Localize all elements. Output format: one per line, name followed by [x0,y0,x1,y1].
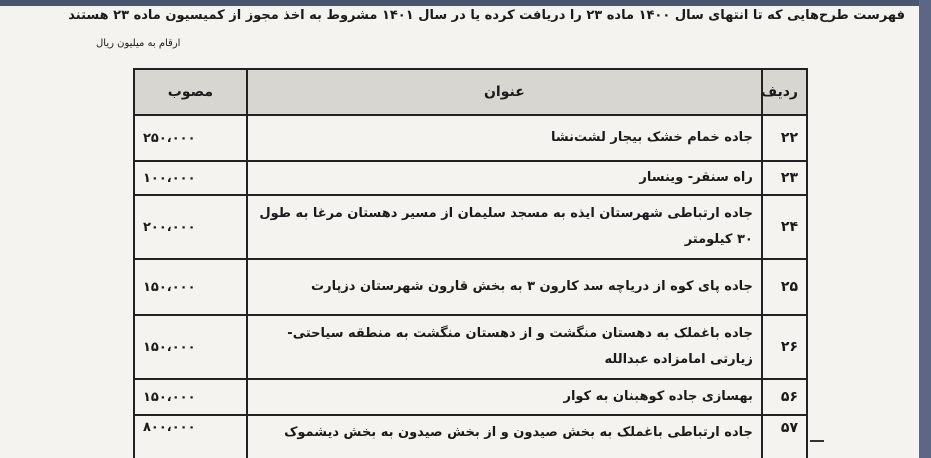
header-row-no: ردیف [762,69,807,115]
table-header-row [134,69,807,115]
row-title: جاده پای کوه از دریاچه سد کارون ۳ به بخش قارون شهرستان دزپارت [247,259,762,315]
table-row [134,379,807,415]
table-row [134,415,807,458]
row-number: ۵۶ [762,379,807,415]
row-title: بهسازی جاده کوهبنان به کوار [247,379,762,415]
row-title: جاده ارتباطی باغملک به بخش صیدون و از بخش صیدون به بخش دیشموک [247,415,762,458]
row-title: راه سنقر- وینسار [247,161,762,195]
unit-note: ارقام به میلیون ریال [96,38,181,49]
row-number: ۲۵ [762,259,807,315]
table-row [134,161,807,195]
row-number: ۲۶ [762,315,807,379]
row-number: ۵۷ [762,415,807,458]
row-number: ۲۲ [762,115,807,161]
row-number: ۲۳ [762,161,807,195]
margin-tick-mark [810,440,824,442]
row-title: جاده باغملک به دهستان منگشت و از دهستان منگشت به منطقه سیاحتی- زیارتی امامزاده عبدالله [247,315,762,379]
row-amount: ۲۵۰،۰۰۰ [134,115,247,161]
projects-table-container [133,68,808,458]
top-border-band [0,0,931,6]
table-row [134,195,807,259]
right-border-band [919,0,931,458]
row-amount: ۱۵۰،۰۰۰ [134,259,247,315]
table-row [134,259,807,315]
row-title: جاده ارتباطی شهرستان ایذه به مسجد سلیمان از مسیر دهستان مرغا به طول ۳۰ کیلومتر [247,195,762,259]
table-row [134,315,807,379]
row-amount: ۱۵۰،۰۰۰ [134,379,247,415]
header-title: عنوان [247,69,762,115]
row-amount: ۲۰۰،۰۰۰ [134,195,247,259]
document-title: فهرست طرح‌هایی که تا انتهای سال ۱۴۰۰ ماده ۲۳ را دریافت کرده یا در سال ۱۴۰۱ مشروط به اخذ مجوز از کمیسیون ماده ۲۳ هستند [68,8,905,23]
header-approved: مصوب [134,69,247,115]
projects-table [133,68,808,458]
row-amount: ۱۵۰،۰۰۰ [134,315,247,379]
row-amount: ۱۰۰،۰۰۰ [134,161,247,195]
row-number: ۲۴ [762,195,807,259]
table-row [134,115,807,161]
row-amount: ۸۰۰،۰۰۰ [134,415,247,458]
row-title: جاده خمام خشک بیجار لشت‌نشا [247,115,762,161]
